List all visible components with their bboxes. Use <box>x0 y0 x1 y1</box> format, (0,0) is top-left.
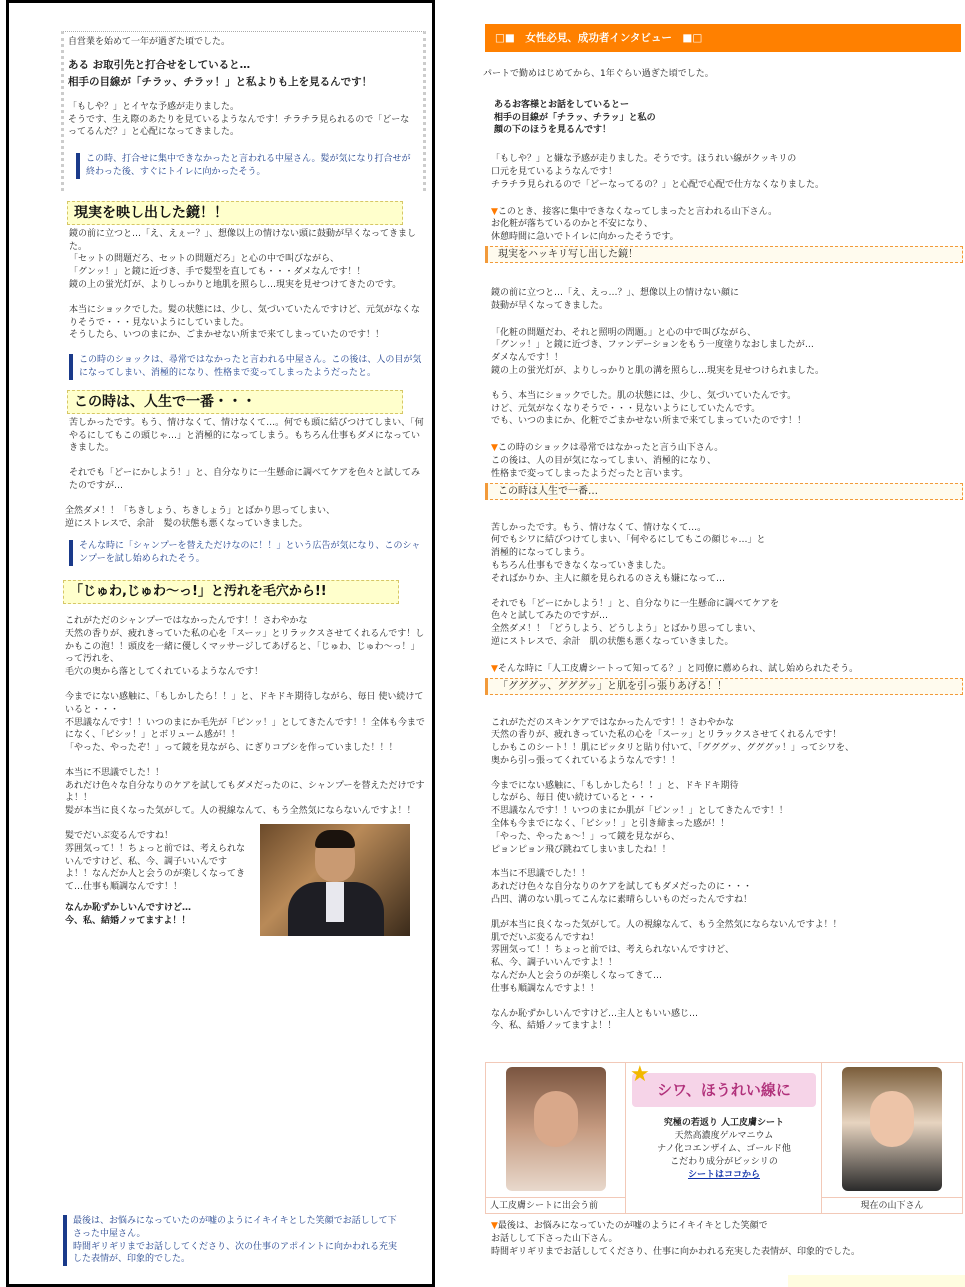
left-paragraph: 今までにない感触に、「もしかしたら！！」と、ドキドキ期待しながら、毎日 使い続けていると・・・ 不思議なんです！！いつのまにか毛先が「ピンッ！」としてきたんです！！全体も今までになく、「ピシッ！」とボリューム感が！！ 「やった、やったぞ！」って鏡を見ながら、にぎりコブシを作っていました！！！ <box>65 691 425 754</box>
face-shape <box>870 1091 914 1147</box>
product-promo-box <box>485 1062 963 1214</box>
right-article-body <box>483 68 965 1033</box>
left-interview-note: この時、打合せに集中できなかったと言われる中屋さん。髪が気になり打合せが終わった後、すぐにトイレに向かったそう。 <box>76 153 417 179</box>
product-link[interactable]: シートはココから <box>687 1170 760 1180</box>
left-section-heading: 現実を映し出した鏡！！ <box>67 201 403 225</box>
left-paragraph: 苦しかったです。もう、情けなくて、情けなくて…。何でも頭に結びつけてしまい、「何やるにしてもこの頭じゃ…」と消極的になってしまう。もちろん仕事もダメになっていきました。 <box>69 417 424 454</box>
right-section-heading: この時は人生で一番… <box>485 483 963 500</box>
right-closing-note <box>491 1220 860 1258</box>
right-paragraph: これがただのスキンケアではなかったんです！！さわやかな 天然の香りが、疲れきっていた私の心を「スーッ」とリラックスさせてくれるんです！ しかもこのシート！！肌にピッタリと貼り付いて、「グググッ、グググッ！」ってシワを、 奥から引っ張ってくれているようなんです！！ <box>491 717 855 766</box>
right-interview-note <box>491 206 965 244</box>
person-shirt <box>326 882 344 922</box>
right-interview-note <box>491 663 965 676</box>
interview-header: □■ 女性必見、成功者インタビュー ■□ <box>485 24 961 52</box>
left-paragraph: 本当に不思議でした！！ あれだけ色々な自分なりのケアを試してもダメだったのに、シャンプーを替えただけですよ！！ 髪が本当に良くなった気がして。人の視線なんて、もう全然気にならないんですよ！！ <box>65 767 425 817</box>
left-paragraph: なんか恥ずかしいんですけど… 今、私、結婚ノッてますよ！！ <box>65 903 192 926</box>
right-lead-bold: あるお客様とお話をしているとー 相手の目線が「チラッ、チラッ」と私の 顔の下のほうを見るんです！ <box>494 99 656 136</box>
right-article-panel <box>483 0 965 1287</box>
right-paragraph: 苦しかったです。もう、情けなくて、情けなくて…。 何でもシワに結びつけてしまい、「何やるにしてもこの顔じゃ…」と 消極的になってしまう。 もちろん仕事もできなくなっていきました。 そればかりか、主人に顔を見られるのさえも嫌になって… <box>491 522 766 584</box>
right-intro-text: パートで勤めはじめてから、1年ぐらい過ぎた頃でした。 <box>483 69 714 79</box>
left-article-content <box>61 31 426 958</box>
product-banner <box>630 1062 816 1107</box>
right-paragraph: もう、本当にショックでした。肌の状態には、少し、気づいていたんです。 けど、元気がなくなりそうで・・・見ないようにしていたんです。 でも、いつのまにか、化粧でごまかせない所まで来てしまっていたのです！！ <box>491 390 807 427</box>
right-section-heading: 現実をハッキリ写し出した鏡！ <box>485 246 963 263</box>
right-paragraph: なんか恥ずかしいんですけど…主人ともいい感じ… 今、私、結婚ノッてますよ！！ <box>491 1008 699 1032</box>
product-info-cell <box>626 1063 822 1213</box>
triangle-bullet-icon: ▼ <box>491 1221 498 1231</box>
before-caption: 人工皮膚シートに出会う前 <box>486 1197 625 1213</box>
after-caption: 現在の山下さん <box>822 1197 962 1213</box>
left-section-body <box>61 615 426 958</box>
left-section-heading: この時は、人生で一番・・・ <box>67 390 403 414</box>
left-paragraph: これがただのシャンプーではなかったんです！！さわやかな 天然の香りが、疲れきっていた私の心を「スーッ」とリラックスさせてくれるんです！しかもこの泡！！頭皮を一緒に優しくマッサージしてあげると、「じゅわ、じゅわ〜っ！」って汚れを、 毛穴の奥から落としてくれているようなんです！ <box>65 615 425 678</box>
product-banner-text: シワ、ほうれい線に <box>657 1081 791 1099</box>
star-icon: ★ <box>630 1062 650 1087</box>
left-section-body <box>61 228 426 380</box>
before-photo <box>506 1067 606 1191</box>
product-features: 天然高濃度ゲルマニウム ナノ化コエンザイム、ゴールド他 こだわり成分がビッシリの <box>657 1131 791 1167</box>
left-paragraph: それでも「どーにかしよう！」と、自分なりに一生懸命に調べてケアを色々と試してみたのですが… <box>69 468 421 491</box>
left-intro-box <box>61 31 426 191</box>
after-photo <box>842 1067 942 1191</box>
person-hair <box>315 830 355 848</box>
face-shape <box>534 1091 578 1147</box>
right-paragraph: 肌が本当に良くなった気がして。人の視線なんて、もう全然気にならないんですよ！！ 肌でだいぶ変るんですね！ 雰囲気って！！ちょっと前では、考えられないんですけど、 私、今、調子いいんですよ！！ なんだか人と会うのが楽しくなってきて… 仕事も順調なんですよ！！ <box>491 919 842 994</box>
right-paragraph: 本当に不思議でした！！ あれだけ色々な自分なりのケアを試してもダメだったのに・・・ 凸凹、溝のない肌ってこんなに素晴らしいものだったんですね！ <box>491 869 753 906</box>
right-note-text: このとき、接客に集中できなくなってしまったと言われる山下さん。 お化粧が落ちているのかと不安になり、 休憩時間に急いでトイレに向かったそうです。 <box>491 206 778 243</box>
left-interview-note: そんな時に「シャンプーを替えただけなのに！！」という広告が気になり、このシャンプーを試し始められたそう。 <box>69 540 426 566</box>
left-paragraph: 「もしや？」とイヤな予感が走りました。 そうです、生え際のあたりを見ているようなんです！チラチラ見られるので「どーなってるんだ？」と心配になってきました。 <box>68 101 410 138</box>
right-note-text: そんな時に「人工皮膚シートって知ってる？」と同僚に薦められ、試し始められたそう。 <box>497 663 859 674</box>
left-section-body <box>61 417 426 493</box>
triangle-bullet-icon: ▼ <box>491 206 498 217</box>
interviewee-photo <box>260 824 410 936</box>
after-photo-cell <box>822 1063 962 1213</box>
left-section-heading: 「じゅわ,じゅわ〜っ!」と汚れを毛穴から!! <box>63 580 399 604</box>
left-paragraph: 全然ダメ！！「ちきしょう、ちきしょう」とばかり思ってしまい、 逆にストレスで、余計 髪の状態も悪くなっていきました。 <box>65 505 336 529</box>
right-interview-note <box>491 442 965 480</box>
left-closing-note: 最後は、お悩みになっていたのが嘘のようにイキイキとした笑顔でお話しして下さった中屋さん。 時間ギリギリまでお話ししてくださり、次の仕事のアポイントに向かわれる充実した表情が、印象的でした。 <box>63 1215 407 1266</box>
left-section-body <box>61 505 426 566</box>
triangle-bullet-icon: ▼ <box>491 443 498 454</box>
right-paragraph: 「もしや？」と嫌な予感が走りました。そうです。ほうれい線がクッキリの 口元を見ているようなんです！ チラチラ見られるので「どーなってるの？」と心配で心配で仕方なくなりました。 <box>491 154 825 190</box>
left-article-panel <box>6 0 435 1287</box>
before-photo-cell <box>486 1063 626 1213</box>
left-paragraph: 鏡の前に立つと…「え、えぇー？」、想像以上の情けない頭に鼓動が早くなってきました。 「セットの問題だろ、セットの問題だろ」と心の中で叫びながら、 「グンッ！」と鏡に近づき、手で髪型を直しても・・・ダメなんです！！ 鏡の上の蛍光灯が、よりしっかりと地肌を照らし…現実を見せつけてきたのです。 <box>69 228 417 290</box>
footer-spacer <box>788 1275 965 1287</box>
right-paragraph: 「化粧の問題だわ、それと照明の問題。」と心の中で叫びながら、 「グンッ！」と鏡に近づき、ファンデーションをもう一度塗りなおしましたが… ダメなんです！！ 鏡の上の蛍光灯が、よりしっかりと肌の溝を照らし…現実を見せつけられました。 <box>491 327 825 376</box>
left-lead-bold: ある お取引先と打合せをしていると… 相手の目線が「チラッ、チラッ！」と私よりも上を見るんです！ <box>68 58 373 88</box>
left-photo-row <box>65 830 426 958</box>
right-paragraph: 今までにない感触に、「もしかしたら！！」と、ドキドキ期待 しながら、毎日 使い続けていると・・・ 不思議なんです！！いつのまにか肌が「ピンッ！」としてきたんです！！ 全体も今までになく、「ピシッ！」と引き締まった感が！！ 「やった、やったぁ〜！」って鏡を見ながら、 ピョンピョン飛び跳ねてしまいましたね！！ <box>491 780 788 855</box>
right-note-text: この時のショックは尋常ではなかったと言う山下さん。 この後は、人の目が気になってしまい、消極的になり、 性格まで変ってしまったようだったと言います。 <box>491 443 724 479</box>
right-note-text: 最後は、お悩みになっていたのが嘘のようにイキイキとした笑顔で お話しして下さった山下さん。 時間ギリギリまでお話ししてくださり、仕事に向かわれる充実した表情が、印象的でした。 <box>491 1221 861 1257</box>
left-paragraph: 本当にショックでした。髪の状態には、少し、気づいていたんですけど、元気がなくなりそうで・・・見ないようにしていました。 そうしたら、いつのまにか、ごまかせない所まで来てしまっていたのです！！ <box>69 304 420 341</box>
right-paragraph: 鏡の前に立つと…「え、えっ…？」、想像以上の情けない顔に 鼓動が早くなってきました。 <box>491 287 740 311</box>
left-paragraph: 髪でだいぶ変るんですね！ 雰囲気って！！ちょっと前では、考えられないんですけど、私、今、調子いいんですよ！！なんだか人と会うのが楽しくなってきて…仕事も順調なんです！！ <box>65 831 246 893</box>
left-interview-note: この時のショックは、尋常ではなかったと言われる中屋さん。この後は、人の目が気になってしまい、消極的になり、性格まで変ってしまったようだったと。 <box>69 354 426 380</box>
product-title: 究極の若返り 人工皮膚シート <box>663 1118 785 1128</box>
left-intro-text: 自営業を始めて一年が過ぎた頃でした。 <box>68 37 231 47</box>
triangle-bullet-icon: ▼ <box>491 663 498 674</box>
right-section-heading: 「グググッ、グググッ」と肌を引っ張りあげる！！ <box>485 678 963 695</box>
right-paragraph: それでも「どーにかしよう！」と、自分なりに一生懸命に調べてケアを 色々と試してみたのですが… 全然ダメ！！「どうしよう、どうしよう」とばかり思ってしまい、 逆にストレスで、余計 肌の状態も悪くなっていきました。 <box>491 598 780 647</box>
